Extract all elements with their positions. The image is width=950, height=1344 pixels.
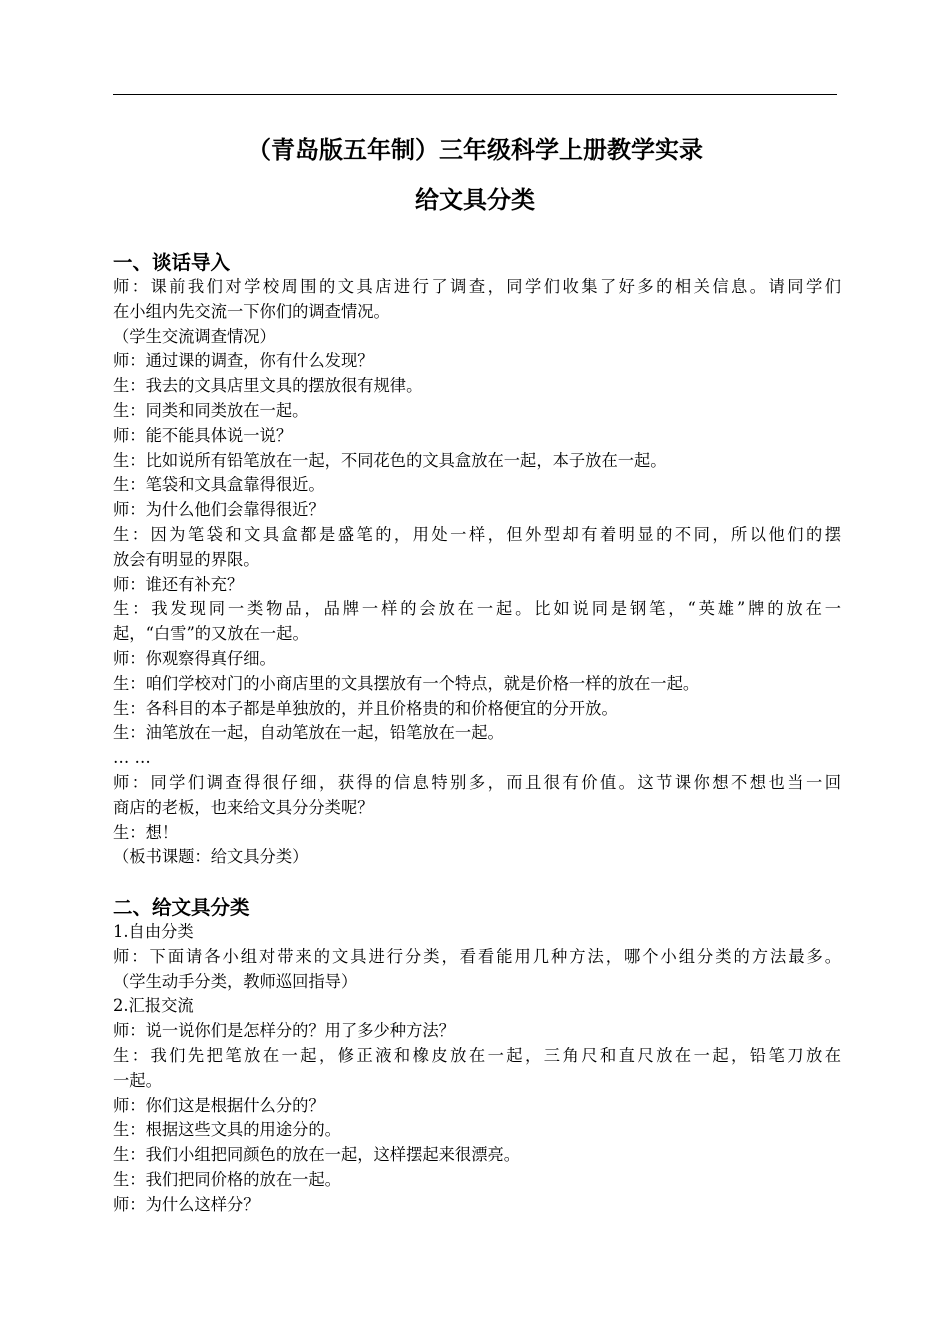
paragraph-line: 师：为什么他们会靠得很近？	[113, 500, 325, 520]
paragraph-line: 在小组内先交流一下你们的调查情况。	[113, 301, 390, 321]
paragraph-line: 生：我们把同价格的放在一起。	[113, 1169, 341, 1189]
paragraph-line: 生：笔袋和文具盒靠得很近。	[113, 475, 325, 495]
lesson-title: 给文具分类	[415, 185, 535, 214]
paragraph-line: 师：课前我们对学校周围的文具店进行了调查，同学们收集了好多的相关信息。请同学们	[113, 277, 841, 296]
paragraph-line: 师：谁还有补充？	[113, 574, 244, 594]
paragraph-line: （学生交流调查情况）	[113, 326, 276, 346]
ellipsis-line: … …	[113, 748, 151, 768]
section-gap	[113, 870, 841, 895]
document-body	[113, 250, 841, 1217]
subsection-label: 2.汇报交流	[113, 996, 194, 1016]
paragraph-line: 生：比如说所有铅笔放在一起，不同花色的文具盒放在一起，本子放在一起。	[113, 450, 667, 470]
paragraph-line: 生：因为笔袋和文具盒都是盛笔的，用处一样，但外型却有着明显的不同，所以他们的摆	[113, 524, 841, 544]
paragraph-line: 师：为什么这样分？	[113, 1194, 260, 1214]
paragraph-line: 生：我去的文具店里文具的摆放很有规律。	[113, 376, 423, 396]
paragraph-line: 生：我们先把笔放在一起，修正液和橡皮放在一起，三角尺和直尺放在一起，铅笔刀放在	[113, 1045, 841, 1065]
paragraph-line: 商店的老板，也来给文具分分类呢？	[113, 797, 374, 817]
paragraph-line: 师：能不能具体说一说？	[113, 425, 293, 445]
paragraph-line: （板书课题：给文具分类）	[113, 847, 309, 867]
paragraph-line: 师：你们这是根据什么分的？	[113, 1095, 325, 1115]
paragraph-line: 师：同学们调查得很仔细，获得的信息特别多，而且很有价值。这节课你想不想也当一回	[113, 772, 841, 792]
section-heading: 一、谈话导入	[113, 251, 231, 274]
paragraph-line: 生：根据这些文具的用途分的。	[113, 1120, 341, 1140]
paragraph-line: （学生动手分类，教师巡回指导）	[113, 971, 358, 991]
paragraph-line: 生：油笔放在一起，自动笔放在一起，铅笔放在一起。	[113, 723, 504, 743]
paragraph-line: 生：我发现同一类物品，品牌一样的会放在一起。比如说同是钢笔，“英雄”牌的放在一	[113, 599, 841, 619]
paragraph-line: 生：同类和同类放在一起。	[113, 400, 309, 420]
document-title: （青岛版五年制）三年级科学上册教学实录	[247, 135, 703, 164]
header-rule	[113, 94, 837, 95]
paragraph-line: 师：下面请各小组对带来的文具进行分类，看看能用几种方法，哪个小组分类的方法最多。	[113, 946, 841, 966]
paragraph-line: 生：想！	[113, 822, 179, 842]
subsection-label: 1.自由分类	[113, 921, 194, 941]
paragraph-line: 起，“白雪”的又放在一起。	[113, 624, 309, 644]
section-heading: 二、给文具分类	[113, 895, 250, 919]
paragraph-line: 师：通过课的调查，你有什么发现？	[113, 351, 374, 371]
paragraph-line: 生：我们小组把同颜色的放在一起，这样摆起来很漂亮。	[113, 1145, 521, 1165]
paragraph-line: 生：咱们学校对门的小商店里的文具摆放有一个特点，就是价格一样的放在一起。	[113, 673, 700, 693]
paragraph-line: 放会有明显的界限。	[113, 549, 260, 569]
paragraph-line: 一起。	[113, 1070, 162, 1090]
paragraph-line: 师：你观察得真仔细。	[113, 648, 276, 668]
paragraph-line: 师：说一说你们是怎样分的？用了多少种方法？	[113, 1021, 455, 1041]
paragraph-line: 生：各科目的本子都是单独放的，并且价格贵的和价格便宜的分开放。	[113, 698, 618, 718]
